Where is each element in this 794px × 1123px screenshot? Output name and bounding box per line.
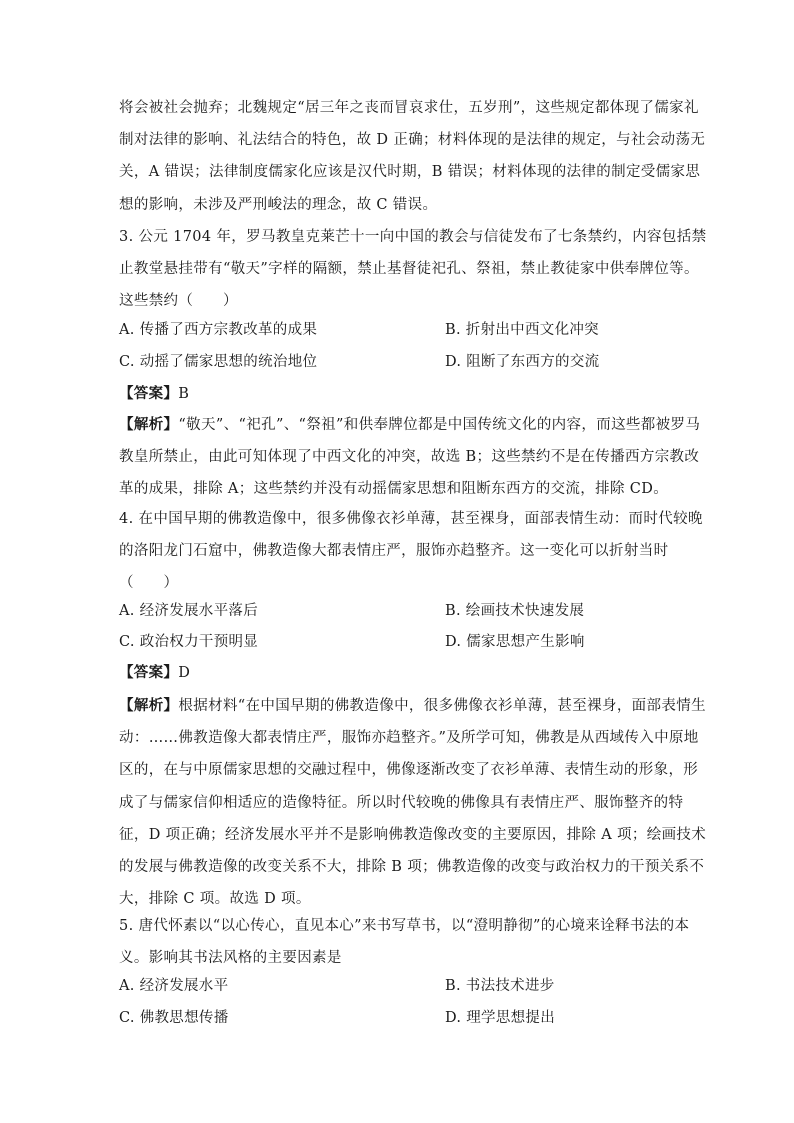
text-line: 将会被社会抛弃；北魏规定“居三年之丧而冒哀求仕，五岁刑”，这些规定都体现了儒家礼: [119, 100, 699, 116]
text-line: [119, 690, 706, 722]
answer-value: D: [178, 665, 191, 681]
text-line: [119, 409, 701, 441]
answer-tag: 【答案】: [119, 385, 179, 402]
analysis-tag: 【解析】: [119, 416, 179, 433]
text-line: 动：……佛教造像大都表情庄严，服饰亦趋整齐。”及所学可知，佛教是从西域传入中原地: [119, 730, 699, 747]
analysis-text: “敬天”、“祀孔”、“祭祖”和供奉牌位都是中国传统文化的内容，而这些都被罗马: [178, 417, 701, 433]
previous-analysis-continuation: [119, 92, 706, 221]
question-4-option-b: B. 绘画技术快速发展: [445, 603, 585, 619]
question-3-option-d: D. 阻断了东西方的交流: [445, 354, 600, 370]
answer-tag: 【答案】: [119, 664, 179, 681]
question-4-option-d: D. 儒家思想产生影响: [445, 634, 585, 650]
text-line: 这些禁约（ ）: [119, 293, 238, 310]
text-line: （ ）: [119, 575, 179, 592]
text-line: 关，A 错误；法律制度儒家化应该是汉代时期，B 错误；材料体现的法律的制定受儒家思: [119, 164, 701, 181]
analysis-text: 根据材料“在中国早期的佛教造像中，很多佛像衣衫单薄，甚至裸身，面部表情生: [178, 698, 706, 714]
text-line: 制对法律的影响、礼法结合的特色，故 D 正确；材料体现的是法律的规定，与社会动荡无: [119, 132, 706, 149]
question-5-stem: [119, 910, 690, 974]
text-line: 征，D 项正确；经济发展水平并不是影响佛教造像改变的主要原因，排除 A 项；绘画技术: [119, 826, 707, 843]
question-4-stem: [119, 503, 703, 600]
text-line: 区的，在与中原儒家思想的交融过程中，佛像逐渐改变了衣衫单薄、表情生动的形象，形: [119, 762, 699, 779]
text-line: 的发展与佛教造像的改变关系不大，排除 B 项；佛教造像的改变与政治权力的干预关系不: [119, 858, 705, 875]
text-line: 教皇所禁止，由此可知体现了中西文化的冲突，故选 B；这些禁约不是在传播西方宗教改: [119, 449, 700, 466]
question-5-option-d: D. 理学思想提出: [445, 1010, 556, 1026]
question-3-answer: [119, 384, 189, 404]
text-line: 的洛阳龙门石窟中，佛教造像大都表情庄严，服饰亦趋整齐。这一变化可以折射当时: [119, 543, 669, 560]
analysis-tag: 【解析】: [119, 697, 179, 714]
text-line: 止教堂悬挂带有“敬天”字样的隔额，禁止基督徒祀孔、祭祖，禁止教徒家中供奉牌位等。: [119, 261, 699, 278]
question-5-option-a: A. 经济发展水平: [119, 978, 229, 994]
text-line: 成了与儒家信仰相适应的造像特征。所以时代较晚的佛像具有表情庄严、服饰整齐的特: [119, 794, 684, 811]
text-line: 大，排除 C 项。故选 D 项。: [119, 891, 311, 908]
question-3-option-a: A. 传播了西方宗教改革的成果: [119, 322, 318, 338]
text-line: 革的成果，排除 A；这些禁约并没有动摇儒家思想和阻断东西方的交流，排除 CD。: [119, 481, 669, 498]
question-5-option-b: B. 书法技术进步: [445, 978, 555, 994]
text-line: 5. 唐代怀素以“以心传心，直见本心”来书写草书，以“澄明静彻”的心境来诠释书法的本: [119, 918, 690, 934]
question-4-option-c: C. 政治权力干预明显: [119, 634, 259, 650]
question-3-analysis: [119, 409, 701, 506]
text-line: 想的影响，未涉及严刑峻法的理念，故 C 错误。: [119, 196, 438, 213]
answer-value: B: [178, 386, 190, 402]
question-3-option-c: C. 动摇了儒家思想的统治地位: [119, 354, 318, 370]
question-5-option-c: C. 佛教思想传播: [119, 1010, 229, 1026]
question-4-analysis: [119, 690, 707, 915]
text-line: 3. 公元 1704 年，罗马教皇克莱芒十一向中国的教会与信徒发布了七条禁约，内容包括禁: [119, 229, 707, 245]
question-3-option-b: B. 折射出中西文化冲突: [445, 322, 599, 338]
text-line: 义。影响其书法风格的主要因素是: [119, 950, 342, 967]
question-4-option-a: A. 经济发展水平落后: [119, 603, 258, 619]
question-4-answer: [119, 663, 190, 683]
question-3-stem: [119, 221, 707, 318]
text-line: 4. 在中国早期的佛教造像中，很多佛像衣衫单薄，甚至裸身，面部表情生动：而时代较晚: [119, 511, 703, 527]
